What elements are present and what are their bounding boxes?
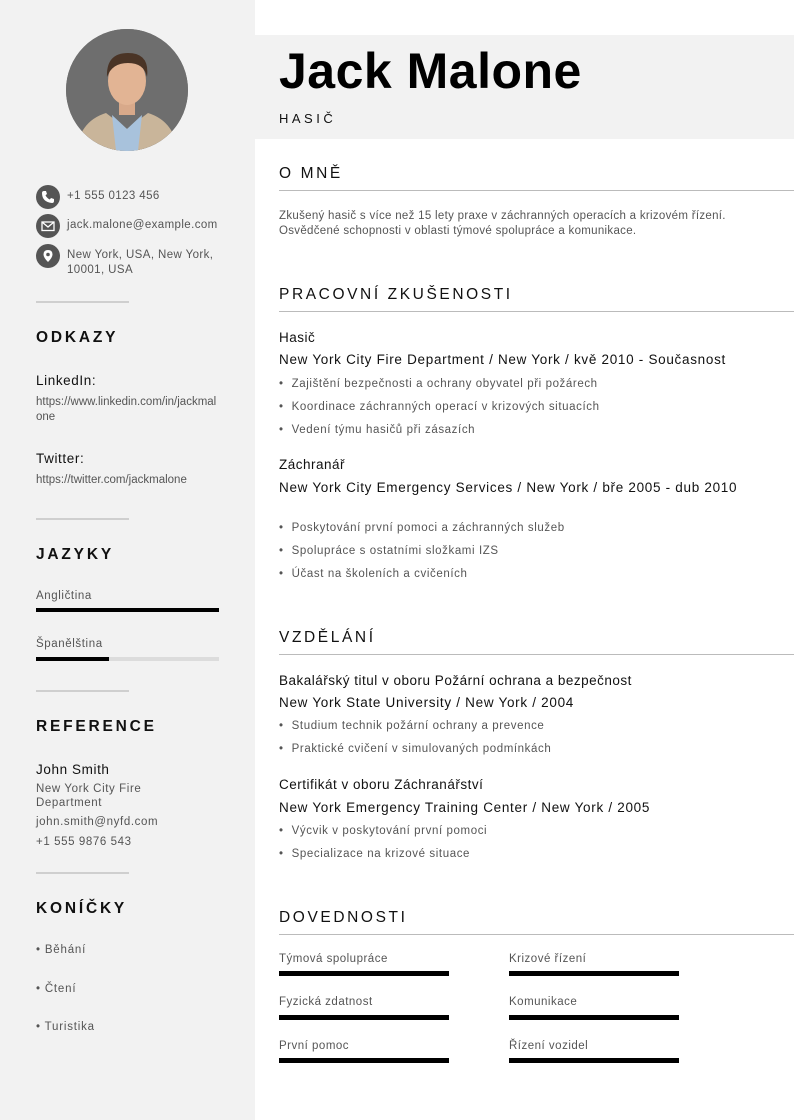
- job-bullet: • Poskytování první pomoci a záchranných služeb: [279, 522, 565, 534]
- contact-email: [36, 214, 226, 238]
- reference-heading: REFERENCE: [36, 718, 157, 735]
- contact-phone: [36, 185, 226, 209]
- skill-name: První pomoc: [279, 1040, 350, 1052]
- contact-address: [36, 244, 226, 278]
- email-icon: [36, 214, 60, 238]
- skills-heading: DOVEDNOSTI: [279, 909, 408, 926]
- education-meta: New York Emergency Training Center / New York / 2005: [279, 800, 651, 815]
- skill-level-bar: [279, 1015, 449, 1020]
- skill-level-bar: [279, 1058, 449, 1063]
- address-text: New York, USA, New York, 10001, USA: [67, 249, 214, 276]
- candidate-name: Jack Malone: [279, 43, 582, 99]
- sidebar-divider: [36, 690, 129, 692]
- education-bullet: • Studium technik požární ochrany a prevence: [279, 720, 544, 732]
- language-level-bar: [36, 608, 219, 612]
- hobbies-heading: KONÍČKY: [36, 900, 128, 917]
- sidebar-divider: [36, 301, 129, 303]
- reference-company: New York City Fire Department: [36, 783, 142, 809]
- education-bullet: • Praktické cvičení v simulovaných podmínkách: [279, 743, 551, 755]
- section-rule: [279, 311, 794, 312]
- skill-name: Týmová spolupráce: [279, 953, 388, 965]
- job-bullet: • Vedení týmu hasičů při zásazích: [279, 424, 475, 436]
- job-bullet: • Spolupráce s ostatními složkami IZS: [279, 545, 499, 557]
- profile-photo: [66, 29, 188, 151]
- reference-email: john.smith@nyfd.com: [36, 816, 159, 828]
- job-bullet: • Účast na školeních a cvičeních: [279, 568, 468, 580]
- skill-level-bar: [509, 1058, 679, 1063]
- phone-text: +1 555 0123 456: [67, 190, 160, 202]
- experience-heading: PRACOVNÍ ZKUŠENOSTI: [279, 286, 513, 303]
- language-level-fill: [36, 608, 219, 612]
- skill-name: Řízení vozidel: [509, 1040, 589, 1052]
- section-rule: [279, 654, 794, 655]
- skill-level-bar: [509, 971, 679, 976]
- sidebar-divider: [36, 872, 129, 874]
- twitter-link[interactable]: https://twitter.com/jackmalone: [36, 474, 187, 486]
- skill-name: Komunikace: [509, 996, 578, 1008]
- education-title: Certifikát v oboru Záchranářství: [279, 777, 484, 792]
- sidebar-divider: [36, 518, 129, 520]
- job-meta: New York City Emergency Services / New York / bře 2005 - dub 2010: [279, 480, 738, 495]
- language-name: Angličtina: [36, 590, 92, 602]
- section-rule: [279, 190, 794, 191]
- links-heading: ODKAZY: [36, 329, 119, 346]
- skill-level-bar: [279, 971, 449, 976]
- about-text: Zkušený hasič s více než 15 lety praxe v záchranných operacích a krizovém řízení. Osvědčené schopnosti v oblasti týmové spolupráce a komunikace.: [279, 210, 726, 237]
- language-level-bar: [36, 657, 219, 661]
- hobby-item: • Čtení: [36, 983, 77, 995]
- job-title: Záchranář: [279, 457, 346, 472]
- hobby-item: • Turistika: [36, 1021, 95, 1033]
- location-pin-icon: [36, 244, 60, 268]
- skill-level-bar: [509, 1015, 679, 1020]
- reference-phone: +1 555 9876 543: [36, 836, 132, 848]
- reference-name: John Smith: [36, 762, 110, 777]
- twitter-label: Twitter:: [36, 451, 85, 466]
- linkedin-link[interactable]: https://www.linkedin.com/in/jackmalone: [36, 396, 217, 423]
- job-bullet: • Zajištění bezpečnosti a ochrany obyvatel při požárech: [279, 378, 598, 390]
- education-bullet: • Výcvik v poskytování první pomoci: [279, 825, 487, 837]
- candidate-title: HASIČ: [279, 111, 337, 126]
- education-heading: VZDĚLÁNÍ: [279, 629, 376, 646]
- job-title: Hasič: [279, 330, 316, 345]
- education-bullet: • Specializace na krizové situace: [279, 848, 470, 860]
- job-meta: New York City Fire Department / New York / kvě 2010 - Současnost: [279, 352, 726, 367]
- education-title: Bakalářský titul v oboru Požární ochrana a bezpečnost: [279, 673, 632, 688]
- language-level-fill: [36, 657, 109, 661]
- skill-name: Fyzická zdatnost: [279, 996, 373, 1008]
- linkedin-label: LinkedIn:: [36, 373, 97, 388]
- email-text: jack.malone@example.com: [67, 219, 218, 231]
- hobby-item: • Běhání: [36, 944, 87, 956]
- section-rule: [279, 934, 794, 935]
- about-heading: O MNĚ: [279, 165, 343, 182]
- languages-heading: JAZYKY: [36, 546, 114, 563]
- skill-name: Krizové řízení: [509, 953, 587, 965]
- language-name: Španělština: [36, 638, 103, 650]
- job-bullet: • Koordinace záchranných operací v krizových situacích: [279, 401, 600, 413]
- education-meta: New York State University / New York / 2004: [279, 695, 574, 710]
- phone-icon: [36, 185, 60, 209]
